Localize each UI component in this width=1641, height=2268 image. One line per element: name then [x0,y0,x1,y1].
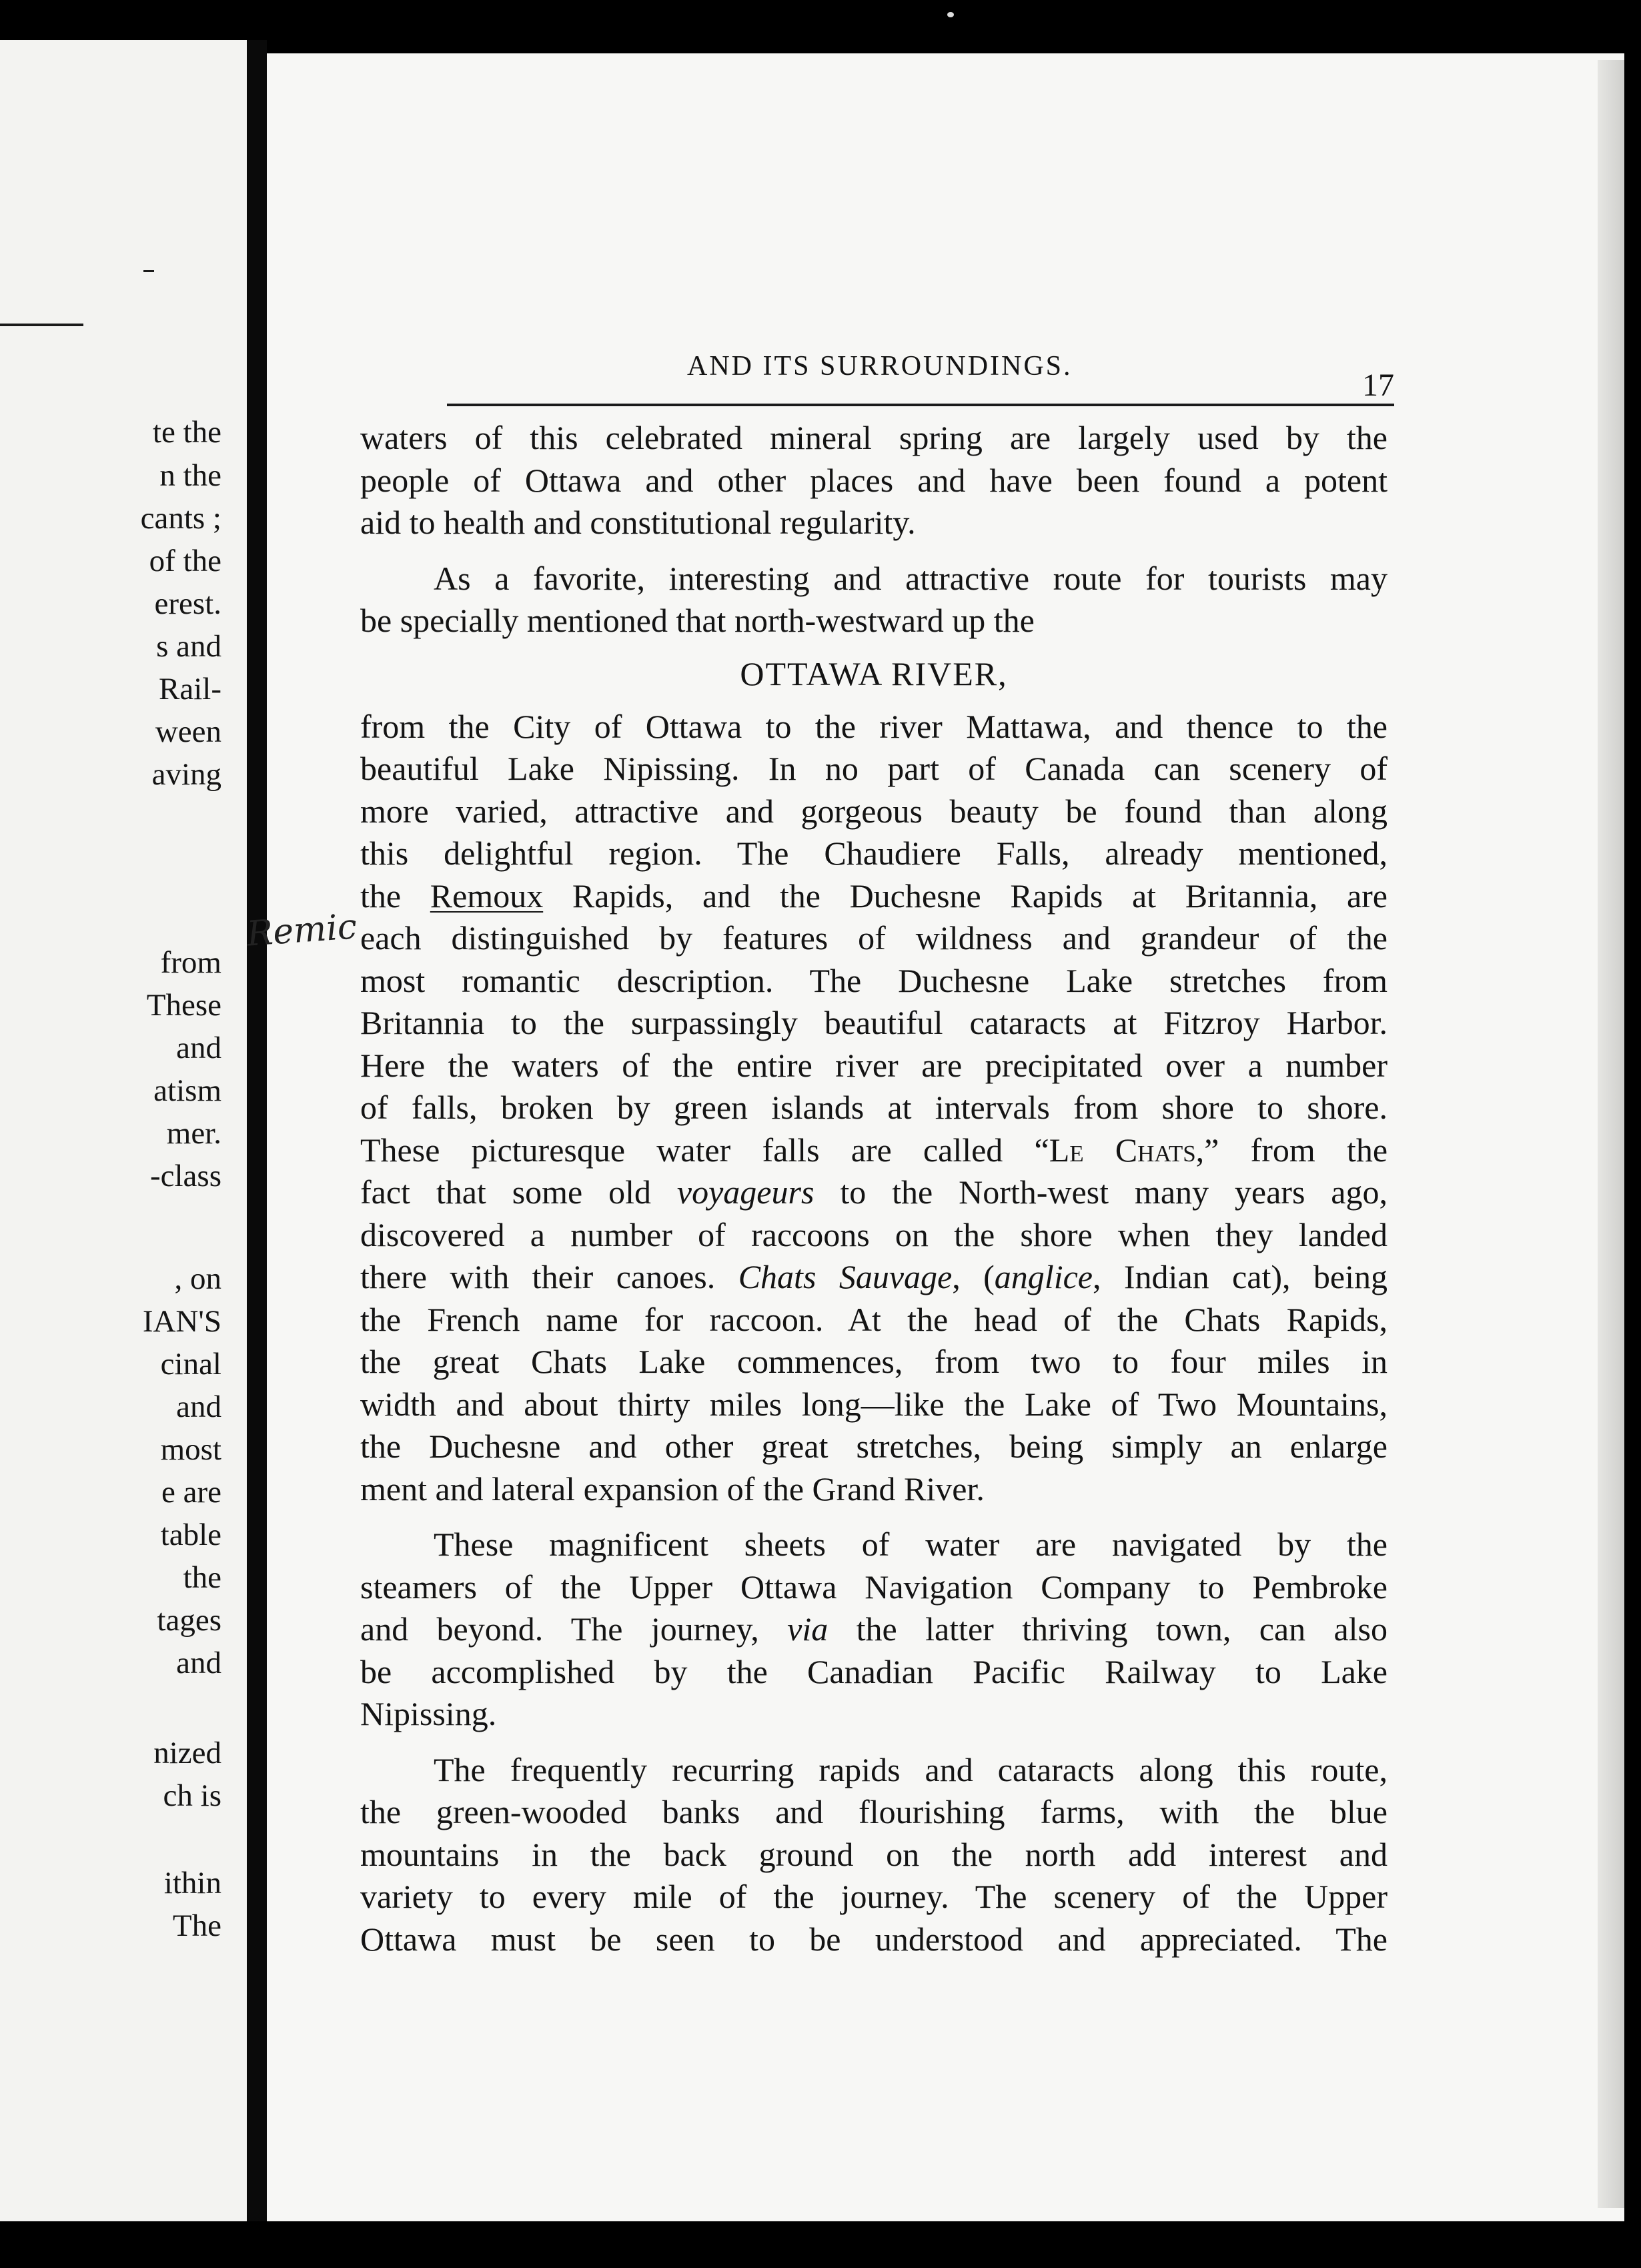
running-head: AND ITS SURROUNDINGS. [687,351,1073,382]
text-line [360,1129,1388,1172]
text-line: The frequently recurring rapids and cataracts along this route, [434,1750,1388,1788]
text-line: the great Chats Lake commences, from two to four miles in [360,1343,1388,1380]
left-page-line: Rail- [159,672,221,706]
text-span: ,” from the [1195,1131,1388,1169]
text-line: steamers of the Upper Ottawa Navigation Company to Pembroke [360,1568,1388,1606]
left-page-dash [143,270,154,272]
page-header [447,337,1394,430]
section-heading: OTTAWA RIVER, [740,654,1008,692]
left-page-line: nized [153,1736,221,1770]
body-text [360,417,1388,1960]
text-line: from the City of Ottawa to the river Mattawa, and thence to the [360,707,1388,745]
left-page-line: and [176,1646,221,1680]
left-page-line: , on [174,1261,221,1296]
text-span: Rapids, and the Duchesne Rapids at Britannia, are [543,877,1388,915]
text-line: Ottawa must be seen to be understood and appreciated. The [360,1920,1388,1958]
text-line: Nipissing. [360,1695,497,1732]
left-page-header-rule [0,324,83,326]
text-line: As a favorite, interesting and attractive route for tourists may [434,559,1388,597]
left-page-line: most [160,1432,221,1467]
handwritten-margin-note: Remic [245,907,358,955]
text-span: These picturesque water falls are called “ [360,1131,1049,1169]
text-line: of falls, broken by green islands at intervals from shore to shore. [360,1089,1388,1126]
text-line: These magnificent sheets of water are navigated by the [434,1526,1388,1563]
book-gutter [247,40,267,2221]
text-line: most romantic description. The Duchesne Lake stretches from [360,961,1388,999]
text-line [360,875,1388,918]
left-page-line: erest. [154,586,221,621]
text-line: aid to health and constitutional regularity. [360,504,916,541]
left-page-line: table [160,1518,221,1552]
text-line: the Duchesne and other great stretches, being simply an enlarge [360,1428,1388,1465]
text-line: be specially mentioned that north-westward up the [360,602,1035,639]
text-span: , Indian cat), being [1092,1258,1388,1295]
text-line: ment and lateral expansion of the Grand River. [360,1470,985,1508]
left-page-line: aving [151,757,221,792]
text-line: the green-wooded banks and flourishing farms, with the blue [360,1793,1388,1830]
text-line: each distinguished by features of wildness and grandeur of the [360,919,1388,957]
left-page-line: The [172,1908,221,1943]
left-page-line: e are [161,1475,221,1510]
left-page-line: tages [157,1603,221,1638]
text-span: the latter thriving town, can also [828,1610,1388,1648]
text-line: discovered a number of raccoons on the shore when they landed [360,1215,1388,1253]
page-number: 17 [1362,368,1394,403]
text-line: the French name for raccoon. At the head of the Chats Rapids, [360,1300,1388,1338]
text-line [360,1608,1388,1651]
left-page-line: atism [153,1073,221,1108]
text-line: this delightful region. The Chaudiere Falls, already mentioned, [360,834,1388,872]
left-page-line: of the [149,544,221,578]
page-edge-shadow [1598,60,1624,2208]
text-line: more varied, attractive and gorgeous beauty be found than along [360,792,1388,830]
text-span: there with their canoes. [360,1258,738,1295]
left-page-line: ithin [163,1866,221,1900]
left-page-line: cinal [160,1347,221,1381]
scan-speck [947,12,954,17]
left-page-line: from [160,945,221,980]
text-line: beautiful Lake Nipissing. In no part of Canada can scenery of [360,750,1388,787]
text-line: variety to every mile of the journey. The scenery of the Upper [360,1878,1388,1915]
text-line: Here the waters of the entire river are precipitated over a number [360,1046,1388,1084]
left-page-line: and [176,1389,221,1424]
left-page-line: -class [149,1159,221,1193]
left-page-line: cants ; [140,501,221,536]
left-page-line: IAN'S [142,1304,221,1339]
text-span: to the North-west many years ago, [814,1173,1388,1211]
left-page-line: ween [155,714,221,749]
left-page-line: and [176,1031,221,1065]
underlined-word: Remoux [430,877,544,915]
left-page-line: mer. [166,1116,221,1151]
text-line: people of Ottawa and other places and have been found a potent [360,461,1388,499]
text-span: fact that some old [360,1173,677,1211]
text-line [360,1256,1388,1299]
left-page [0,40,247,2221]
left-page-line: s and [156,629,221,664]
italic-text: Chats Sauvage [738,1258,953,1295]
text-line: be accomplished by the Canadian Pacific Railway to Lake [360,1652,1388,1690]
text-line: Britannia to the surpassingly beautiful cataracts at Fitzroy Harbor. [360,1004,1388,1041]
text-line: width and about thirty miles long—like the Lake of Two Mountains, [360,1385,1388,1423]
text-span: and beyond. The journey, [360,1610,788,1648]
text-line [360,1171,1388,1214]
italic-text: anglice [994,1258,1093,1295]
header-rule [447,404,1394,406]
left-page-line: These [146,988,221,1023]
left-page-line: the [183,1560,221,1595]
left-page-line: ch is [163,1778,221,1813]
left-page-line: n the [159,458,221,493]
text-line: mountains in the back ground on the north add interest and [360,1835,1388,1873]
text-line: waters of this celebrated mineral spring are largely used by the [360,419,1388,456]
text-span: , ( [952,1258,995,1295]
left-page-line: te the [152,415,221,450]
italic-text: voyageurs [676,1173,814,1211]
italic-text: via [787,1610,829,1648]
text-span: the [360,877,430,915]
small-caps-text: Le Chats [1049,1131,1196,1169]
